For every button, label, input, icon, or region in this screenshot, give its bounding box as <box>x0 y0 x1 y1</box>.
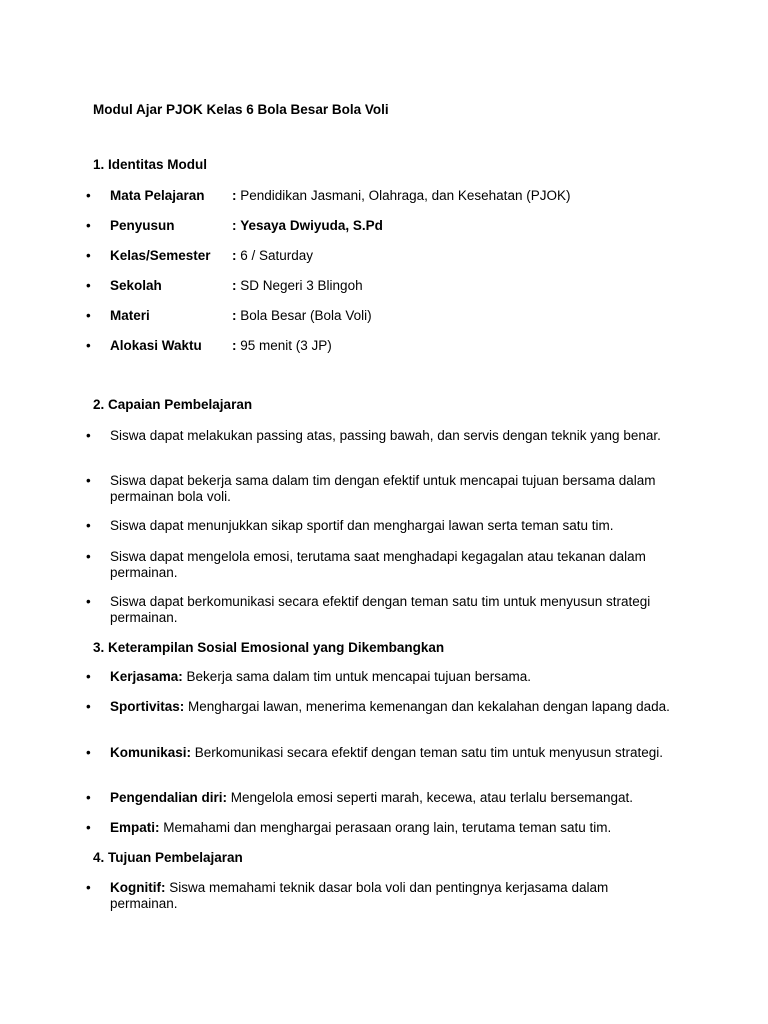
list-item <box>86 594 686 625</box>
identity-colon: : <box>232 248 237 263</box>
term-description: Berkomunikasi secara efektif dengan teman satu tim untuk menyusun strategi. <box>191 745 664 760</box>
identity-row <box>86 188 686 204</box>
term-label: Sportivitas: <box>110 699 185 714</box>
bullet-dot: • <box>86 218 91 233</box>
identity-row <box>86 218 686 234</box>
identity-label: Mata Pelajaran <box>110 188 205 203</box>
bullet-dot: • <box>86 473 91 488</box>
identity-colon: : <box>232 338 237 353</box>
bullet-dot: • <box>86 188 91 203</box>
term-description: Siswa memahami teknik dasar bola voli dan pentingnya kerjasama dalam permainan. <box>110 880 609 911</box>
term-label: Komunikasi: <box>110 745 192 760</box>
identity-value: SD Negeri 3 Blingoh <box>240 278 363 293</box>
bullet-dot: • <box>86 880 91 895</box>
bullet-dot: • <box>86 428 91 443</box>
document-title: Modul Ajar PJOK Kelas 6 Bola Besar Bola Voli <box>93 102 389 117</box>
bullet-dot: • <box>86 594 91 609</box>
identity-label: Sekolah <box>110 278 162 293</box>
identity-row <box>86 248 686 264</box>
list-item <box>86 428 686 444</box>
bullet-dot: • <box>86 669 91 684</box>
list-item <box>86 669 686 685</box>
term-description: Mengelola emosi seperti marah, kecewa, atau terlalu bersemangat. <box>227 790 633 805</box>
bullet-dot: • <box>86 248 91 263</box>
identity-colon: : <box>232 218 237 233</box>
term-label: Pengendalian diri: <box>110 790 228 805</box>
identity-colon: : <box>232 188 237 203</box>
bullet-dot: • <box>86 699 91 714</box>
identity-row <box>86 278 686 294</box>
term-label: Kognitif: <box>110 880 166 895</box>
identity-value: Yesaya Dwiyuda, S.Pd <box>240 218 383 233</box>
identity-row <box>86 308 686 324</box>
list-item <box>86 518 686 534</box>
list-item <box>86 880 686 911</box>
list-item <box>86 549 686 580</box>
list-item <box>86 790 686 806</box>
list-item <box>86 699 686 715</box>
bullet-dot: • <box>86 308 91 323</box>
section-heading-tujuan: 4. Tujuan Pembelajaran <box>93 850 243 865</box>
section-heading-capaian: 2. Capaian Pembelajaran <box>93 397 253 412</box>
list-item-text: Siswa dapat mengelola emosi, terutama saat menghadapi kegagalan atau tekanan dalam permainan. <box>110 549 646 580</box>
term-description: Memahami dan menghargai perasaan orang lain, terutama teman satu tim. <box>159 820 612 835</box>
term-description: Bekerja sama dalam tim untuk mencapai tujuan bersama. <box>182 669 531 684</box>
section-heading-sosial: 3. Keterampilan Sosial Emosional yang Dikembangkan <box>93 640 445 655</box>
identity-value: 95 menit (3 JP) <box>240 338 332 353</box>
identity-value: 6 / Saturday <box>240 248 314 263</box>
bullet-dot: • <box>86 549 91 564</box>
list-item <box>86 473 686 504</box>
identity-colon: : <box>232 278 237 293</box>
bullet-dot: • <box>86 790 91 805</box>
identity-label: Kelas/Semester <box>110 248 211 263</box>
term-description: Menghargai lawan, menerima kemenangan dan kekalahan dengan lapang dada. <box>184 699 670 714</box>
list-item <box>86 745 686 761</box>
section-heading-identitas: 1. Identitas Modul <box>93 157 208 172</box>
bullet-dot: • <box>86 518 91 533</box>
bullet-dot: • <box>86 338 91 353</box>
bullet-dot: • <box>86 820 91 835</box>
identity-value: Pendidikan Jasmani, Olahraga, dan Kesehatan (PJOK) <box>240 188 571 203</box>
term-label: Kerjasama: <box>110 669 183 684</box>
list-item-text: Siswa dapat menunjukkan sikap sportif dan menghargai lawan serta teman satu tim. <box>110 518 614 533</box>
identity-label: Alokasi Waktu <box>110 338 202 353</box>
list-item <box>86 820 686 836</box>
bullet-dot: • <box>86 278 91 293</box>
term-label: Empati: <box>110 820 160 835</box>
identity-value: Bola Besar (Bola Voli) <box>240 308 372 323</box>
list-item-text: Siswa dapat melakukan passing atas, passing bawah, dan servis dengan teknik yang benar. <box>110 428 661 443</box>
identity-label: Penyusun <box>110 218 175 233</box>
list-item-text: Siswa dapat bekerja sama dalam tim dengan efektif untuk mencapai tujuan bersama dalam permainan bola voli. <box>110 473 656 504</box>
identity-row <box>86 338 686 354</box>
identity-colon: : <box>232 308 237 323</box>
bullet-dot: • <box>86 745 91 760</box>
list-item-text: Siswa dapat berkomunikasi secara efektif dengan teman satu tim untuk menyusun strategi permainan. <box>110 594 651 625</box>
identity-label: Materi <box>110 308 150 323</box>
